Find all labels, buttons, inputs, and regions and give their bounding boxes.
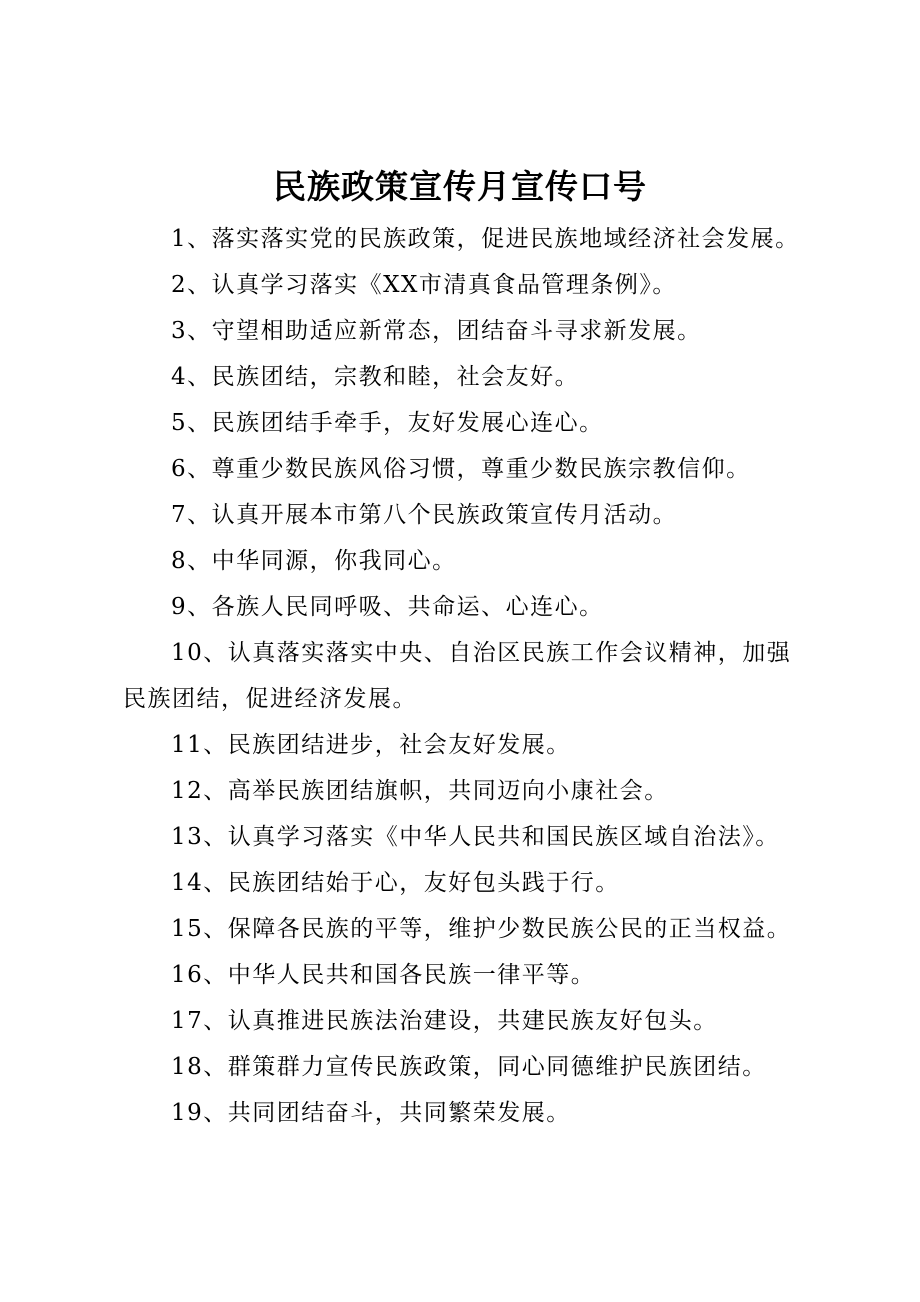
slogan-item-6: 6、尊重少数民族风俗习惯，尊重少数民族宗教信仰。 bbox=[171, 456, 751, 482]
slogan-item-19: 19、共同团结奋斗，共同繁荣发展。 bbox=[171, 1100, 571, 1126]
slogan-item-15: 15、保障各民族的平等，维护少数民族公民的正当权益。 bbox=[171, 916, 792, 942]
document-title: 民族政策宣传月宣传口号 bbox=[273, 167, 647, 206]
slogan-item-11: 11、民族团结进步，社会友好发展。 bbox=[171, 732, 571, 758]
slogan-item-16: 16、中华人民共和国各民族一律平等。 bbox=[171, 962, 596, 988]
slogan-list bbox=[123, 216, 813, 1136]
slogan-item-13: 13、认真学习落实《中华人民共和国民族区域自治法》。 bbox=[171, 824, 780, 850]
slogan-item-17: 17、认真推进民族法治建设，共建民族友好包头。 bbox=[171, 1008, 718, 1034]
slogan-item-10: 10、认真落实落实中央、自治区民族工作会议精神，加强民族团结，促进经济发展。 bbox=[123, 640, 792, 712]
slogan-item-7: 7、认真开展本市第八个民族政策宣传月活动。 bbox=[171, 502, 678, 528]
slogan-item-12: 12、高举民族团结旗帜，共同迈向小康社会。 bbox=[171, 778, 669, 804]
slogan-item-2: 2、认真学习落实《XX市清真食品管理条例》。 bbox=[171, 272, 677, 298]
slogan-item-18: 18、群策群力宣传民族政策，同心同德维护民族团结。 bbox=[171, 1054, 767, 1080]
slogan-item-8: 8、中华同源，你我同心。 bbox=[171, 548, 457, 574]
slogan-item-3: 3、守望相助适应新常态，团结奋斗寻求新发展。 bbox=[171, 318, 702, 344]
slogan-item-14: 14、民族团结始于心，友好包头践于行。 bbox=[171, 870, 620, 896]
slogan-item-1: 1、落实落实党的民族政策，促进民族地域经济社会发展。 bbox=[171, 226, 800, 252]
slogan-item-9: 9、各族人民同呼吸、共命运、心连心。 bbox=[171, 594, 604, 620]
slogan-item-5: 5、民族团结手牵手，友好发展心连心。 bbox=[171, 410, 604, 436]
slogan-item-4: 4、民族团结，宗教和睦，社会友好。 bbox=[171, 364, 580, 390]
